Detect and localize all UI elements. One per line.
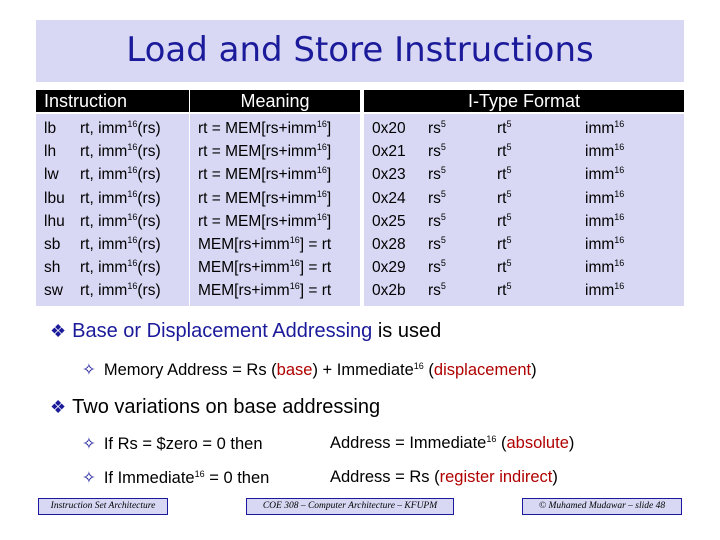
- opcode-hex: 0x28: [372, 235, 406, 253]
- superscript: 16: [486, 434, 497, 444]
- rt-text: rt: [497, 235, 507, 253]
- imm-superscript: 16: [614, 165, 625, 176]
- rs-field: [428, 187, 446, 210]
- rs-text: rs: [428, 189, 441, 207]
- rs-superscript: 5: [440, 281, 446, 292]
- rs-field: [428, 256, 446, 279]
- instruction-mnemonic: lw: [44, 166, 59, 184]
- opcode-hex: 0x25: [372, 212, 406, 230]
- opcode-hex: 0x2b: [372, 282, 406, 300]
- imm-superscript: 16: [614, 188, 625, 199]
- header-meaning: Meaning: [190, 90, 360, 112]
- text-red: displacement: [433, 361, 532, 379]
- meaning-text: MEM[rs+imm: [198, 259, 290, 277]
- rs-field: [428, 117, 446, 140]
- instruction-mnemonic: lb: [44, 120, 57, 137]
- bullet-highlight: Base or Displacement Addressing: [72, 320, 373, 342]
- rt-field: [497, 279, 511, 302]
- meaning-column: [198, 117, 331, 303]
- star-bullet-icon: ✧: [82, 469, 96, 487]
- instruction-meaning: [198, 233, 331, 256]
- imm-field: [585, 140, 624, 163]
- text: Address = Rs (: [330, 468, 440, 486]
- operands-text: rt, imm: [80, 143, 128, 161]
- rs-field: [428, 210, 446, 233]
- text: Memory Address = Rs (: [103, 361, 277, 379]
- instruction-mnemonic: lbu: [44, 189, 65, 207]
- rt-superscript: 5: [506, 142, 512, 153]
- rt-field-column: [497, 117, 511, 303]
- rt-superscript: 5: [506, 281, 512, 292]
- imm-text: imm: [585, 259, 615, 277]
- instruction-mnemonic: lh: [44, 143, 57, 161]
- opcode-hex: 0x29: [372, 259, 406, 277]
- rs-field: [428, 140, 446, 163]
- meaning-tail: ] = rt: [299, 235, 332, 253]
- operands-tail: (rs): [137, 212, 161, 230]
- text: ): [568, 434, 575, 452]
- diamond-bullet-icon: ❖: [50, 397, 67, 417]
- header-itype-format: I-Type Format: [364, 90, 684, 112]
- meaning-tail: ]: [326, 212, 332, 230]
- meaning-text: MEM[rs+imm: [198, 235, 290, 253]
- text: If Immediate: [103, 469, 195, 487]
- operands-tail: (rs): [137, 143, 161, 161]
- rt-field: [497, 256, 511, 279]
- rt-field: [497, 163, 511, 186]
- itype-panel: [364, 114, 684, 306]
- operands-superscript: 16: [127, 258, 138, 269]
- rt-text: rt: [497, 143, 507, 161]
- instruction-meaning: [198, 117, 331, 140]
- instruction-operands: [80, 256, 161, 279]
- text: = 0 then: [204, 469, 270, 487]
- meaning-superscript: 16: [316, 211, 327, 222]
- footer-center-text: COE 308 – Computer Architecture – KFUPM: [246, 498, 454, 515]
- operands-superscript: 16: [127, 119, 138, 129]
- sub-bullet-imm-zero-result: [330, 468, 558, 487]
- text: (: [423, 361, 434, 379]
- operands-text: rt, imm: [80, 166, 128, 184]
- opcode-hex: 0x21: [372, 143, 406, 161]
- operands-text: rt, imm: [80, 189, 128, 207]
- text-red: register indirect: [439, 468, 553, 486]
- star-bullet-icon: ✧: [82, 435, 96, 453]
- superscript: 16: [194, 469, 205, 479]
- instruction-mnemonic: sb: [44, 235, 61, 253]
- meaning-tail: ]: [326, 189, 332, 207]
- rs-text: rs: [428, 282, 441, 300]
- rt-text: rt: [497, 166, 507, 184]
- rt-field: [497, 140, 511, 163]
- meaning-text: rt = MEM[rs+imm: [198, 189, 317, 207]
- operands-tail: (rs): [137, 259, 161, 277]
- opcode-hex-column: [372, 117, 406, 303]
- rs-field: [428, 233, 446, 256]
- meaning-tail: ] = rt: [299, 259, 332, 277]
- opcode-mnemonic-column: [44, 117, 65, 303]
- imm-text: imm: [585, 212, 615, 230]
- rs-text: rs: [428, 120, 441, 137]
- operands-text: rt, imm: [80, 120, 128, 137]
- superscript: 16: [413, 361, 424, 371]
- rt-superscript: 5: [506, 165, 512, 176]
- rs-text: rs: [428, 259, 441, 277]
- imm-superscript: 16: [614, 211, 625, 222]
- meaning-text: rt = MEM[rs+imm: [198, 120, 317, 137]
- meaning-text: rt = MEM[rs+imm: [198, 166, 317, 184]
- rt-field: [497, 233, 511, 256]
- footer-right: [522, 498, 682, 516]
- rt-text: rt: [497, 259, 507, 277]
- meaning-tail: ] = rt: [299, 282, 332, 300]
- imm-field: [585, 210, 624, 233]
- operands-tail: (rs): [137, 189, 161, 207]
- rs-text: rs: [428, 143, 441, 161]
- rs-superscript: 5: [440, 119, 446, 129]
- rs-superscript: 5: [440, 188, 446, 199]
- meaning-text: rt = MEM[rs+imm: [198, 212, 317, 230]
- imm-field: [585, 233, 624, 256]
- meaning-text: rt = MEM[rs+imm: [198, 143, 317, 161]
- rt-field: [497, 187, 511, 210]
- imm-text: imm: [585, 235, 615, 253]
- operands-text: rt, imm: [80, 259, 128, 277]
- bullet-base-addressing: [50, 320, 441, 343]
- operands-superscript: 16: [127, 165, 138, 176]
- sub-bullet-memory-address: [82, 360, 537, 380]
- instruction-meaning: [198, 140, 331, 163]
- rs-superscript: 5: [440, 142, 446, 153]
- imm-text: imm: [585, 282, 615, 300]
- imm-superscript: 16: [614, 142, 625, 153]
- operands-tail: (rs): [137, 120, 161, 137]
- header-instruction: Instruction: [36, 90, 189, 112]
- instruction-mnemonic: sh: [44, 259, 61, 277]
- rs-superscript: 5: [440, 165, 446, 176]
- imm-text: imm: [585, 189, 615, 207]
- rt-superscript: 5: [506, 188, 512, 199]
- rs-text: rs: [428, 212, 441, 230]
- imm-text: imm: [585, 166, 615, 184]
- opcode-hex: 0x24: [372, 189, 406, 207]
- instruction-mnemonic: lhu: [44, 212, 65, 230]
- imm-superscript: 16: [614, 234, 625, 245]
- operands-text: rt, imm: [80, 235, 128, 253]
- meaning-superscript: 16: [316, 165, 327, 176]
- meaning-tail: ]: [326, 166, 332, 184]
- operands-superscript: 16: [127, 234, 138, 245]
- rt-superscript: 5: [506, 119, 512, 129]
- instruction-meaning: [198, 163, 331, 186]
- rt-text: rt: [497, 120, 507, 137]
- meaning-superscript: 16: [289, 258, 300, 269]
- opcode-hex: 0x20: [372, 120, 406, 137]
- operands-column: [80, 117, 161, 303]
- diamond-bullet-icon: ❖: [50, 321, 67, 341]
- imm-field: [585, 163, 624, 186]
- bullet-two-variations: [50, 396, 380, 419]
- instruction-operands: [80, 233, 161, 256]
- imm-superscript: 16: [614, 258, 625, 269]
- instruction-operands: [80, 210, 161, 233]
- rs-text: rs: [428, 235, 441, 253]
- rs-field: [428, 279, 446, 302]
- instruction-mnemonic: sw: [44, 282, 63, 300]
- instruction-meaning: [198, 279, 331, 302]
- operands-tail: (rs): [137, 282, 161, 300]
- instruction-meaning: [198, 187, 331, 210]
- imm-field: [585, 117, 624, 140]
- meaning-superscript: 16: [316, 142, 327, 153]
- operands-superscript: 16: [127, 142, 138, 153]
- instruction-operands: [80, 279, 161, 302]
- text-red: absolute: [506, 434, 569, 452]
- imm-superscript: 16: [614, 119, 625, 129]
- operands-tail: (rs): [137, 166, 161, 184]
- meaning-tail: ]: [326, 120, 332, 137]
- text: Address = Immediate: [330, 434, 487, 452]
- slide-title: Load and Store Instructions: [126, 30, 594, 70]
- sub-bullet-rs-zero-result: [330, 434, 574, 453]
- footer-left: [38, 498, 168, 516]
- imm-field: [585, 256, 624, 279]
- sub-bullet-rs-zero: [82, 434, 263, 454]
- instruction-meaning: [198, 256, 331, 279]
- meaning-superscript: 16: [289, 281, 300, 292]
- rt-text: rt: [497, 189, 507, 207]
- footer-center: [246, 498, 454, 516]
- operands-text: rt, imm: [80, 282, 128, 300]
- bullet-text: Two variations on base addressing: [72, 396, 381, 418]
- rs-superscript: 5: [440, 258, 446, 269]
- rs-superscript: 5: [440, 211, 446, 222]
- imm-field: [585, 279, 624, 302]
- imm-field: [585, 187, 624, 210]
- operands-superscript: 16: [127, 211, 138, 222]
- operands-text: rt, imm: [80, 212, 128, 230]
- imm-text: imm: [585, 143, 615, 161]
- instruction-meaning: [198, 210, 331, 233]
- rt-field: [497, 117, 511, 140]
- text-red: base: [276, 361, 313, 379]
- text: If Rs = $zero = 0 then: [103, 435, 263, 453]
- operands-superscript: 16: [127, 188, 138, 199]
- rs-superscript: 5: [440, 234, 446, 245]
- instruction-operands: [80, 140, 161, 163]
- text: (: [496, 434, 507, 452]
- instruction-operands: [80, 187, 161, 210]
- text: ) + Immediate: [312, 361, 414, 379]
- text: ): [531, 361, 537, 379]
- rt-field: [497, 210, 511, 233]
- imm-superscript: 16: [614, 281, 625, 292]
- rt-superscript: 5: [506, 211, 512, 222]
- bullet-text: is used: [372, 320, 442, 342]
- text: ): [552, 468, 558, 486]
- meaning-superscript: 16: [289, 234, 300, 245]
- rt-superscript: 5: [506, 258, 512, 269]
- rs-field-column: [428, 117, 446, 303]
- meaning-text: MEM[rs+imm: [198, 282, 290, 300]
- meaning-superscript: 16: [316, 188, 327, 199]
- instruction-operands: [80, 117, 161, 140]
- rt-text: rt: [497, 212, 507, 230]
- rs-field: [428, 163, 446, 186]
- rt-text: rt: [497, 282, 507, 300]
- operands-superscript: 16: [127, 281, 138, 292]
- sub-bullet-imm-zero: [82, 468, 269, 488]
- meaning-tail: ]: [326, 143, 332, 161]
- opcode-hex: 0x23: [372, 166, 406, 184]
- imm-text: imm: [585, 120, 615, 137]
- footer-left-text: Instruction Set Architecture: [38, 498, 168, 515]
- imm-field-column: [585, 117, 624, 303]
- meaning-superscript: 16: [316, 119, 327, 129]
- star-bullet-icon: ✧: [82, 361, 96, 379]
- footer-right-text: © Muhamed Mudawar – slide 48: [522, 498, 682, 515]
- title-banner: [36, 20, 684, 82]
- operands-tail: (rs): [137, 235, 161, 253]
- instruction-operands: [80, 163, 161, 186]
- rt-superscript: 5: [506, 234, 512, 245]
- rs-text: rs: [428, 166, 441, 184]
